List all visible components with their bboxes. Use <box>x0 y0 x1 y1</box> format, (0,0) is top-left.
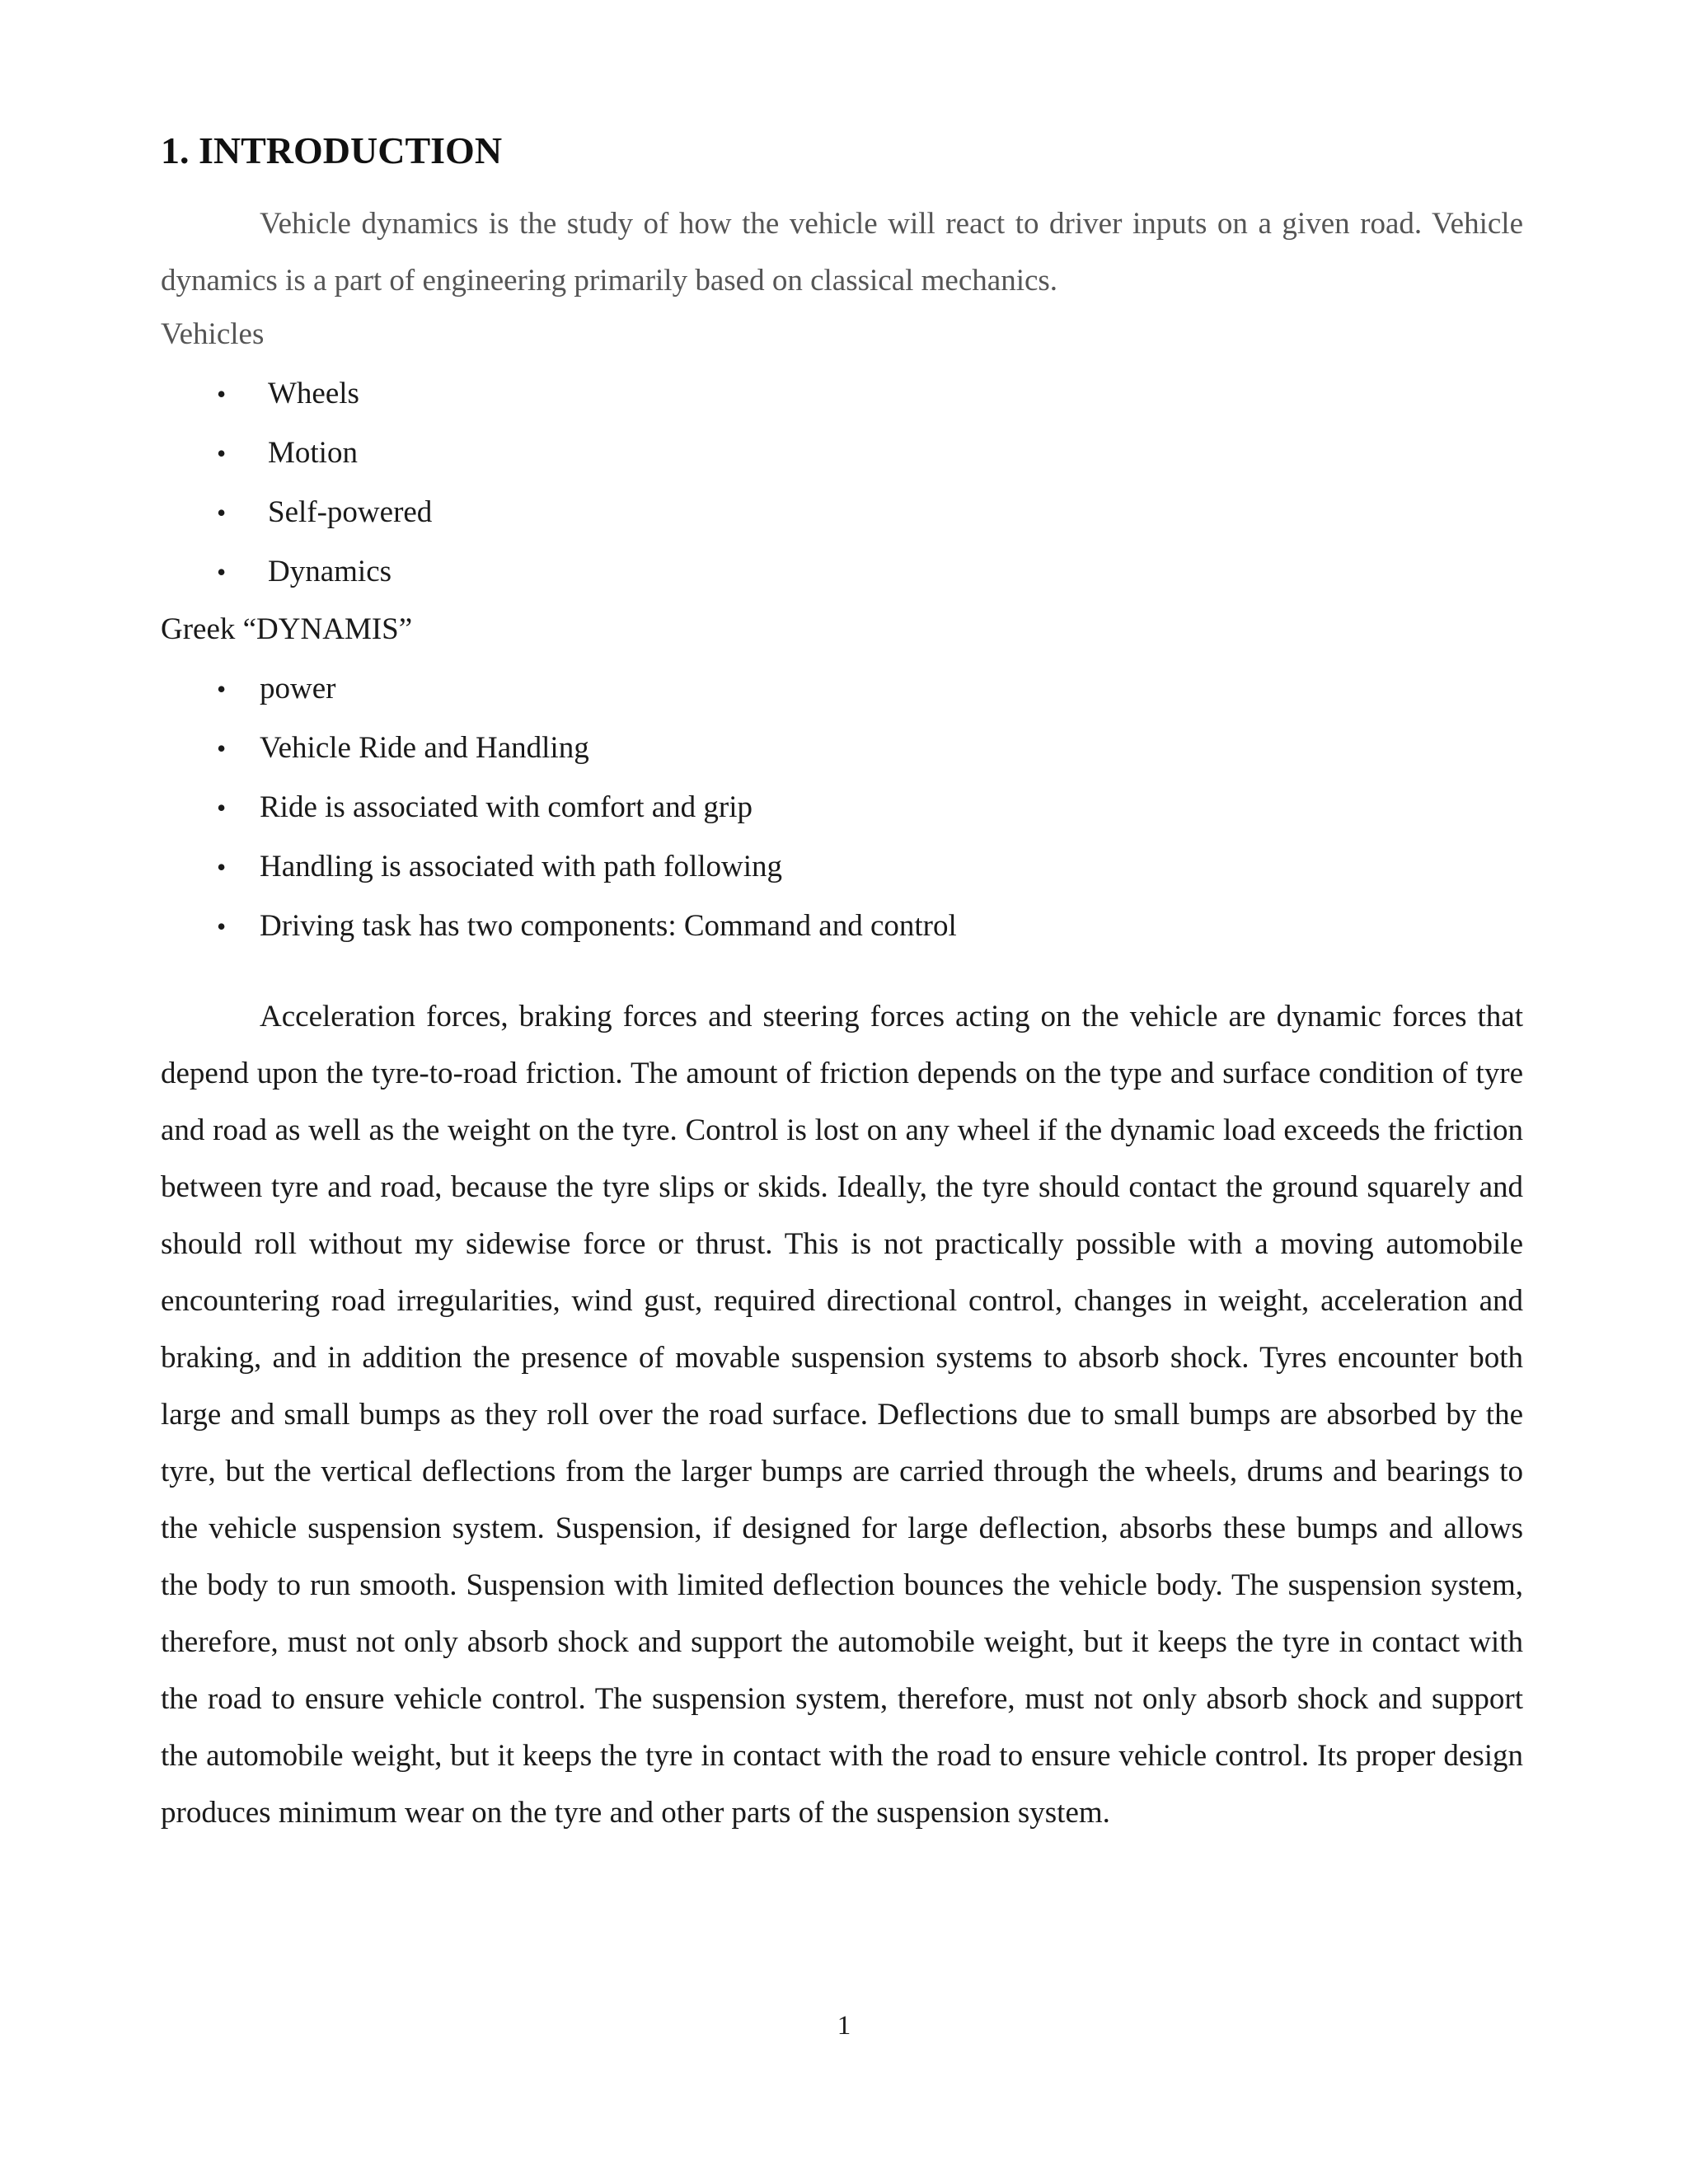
bullet-icon: • <box>217 379 227 409</box>
list-item-text: Driving task has two components: Command and control <box>260 909 957 943</box>
list-item <box>217 778 957 837</box>
list-item <box>217 719 957 778</box>
bullet-icon: • <box>217 733 227 763</box>
section-heading: 1. INTRODUCTION <box>161 129 503 171</box>
bullet-icon: • <box>217 793 227 823</box>
list-item-text: Dynamics <box>268 555 392 588</box>
intro-paragraph-text: Vehicle dynamics is the study of how the vehicle will react to driver inputs on a given road. Vehicle dynamics is a part of engineering primarily based on classical mechanics. <box>161 207 1523 298</box>
list-item <box>217 483 433 542</box>
list-item <box>217 837 957 897</box>
list-item-text: Self-powered <box>268 495 433 529</box>
intro-paragraph <box>161 195 1523 309</box>
list-item-text: Handling is associated with path following <box>260 850 783 883</box>
vehicles-label: Vehicles <box>161 317 265 351</box>
bullet-icon: • <box>217 674 227 704</box>
bullet-icon: • <box>217 557 227 587</box>
list-item <box>217 659 957 719</box>
page-number: 1 <box>837 2011 851 2041</box>
body-paragraph-text: Acceleration forces, braking forces and steering forces acting on the vehicle are dynamic forces that depend upon the tyre-to-road friction. The amount of friction depends on the type and surface condition of tyre and road as well as the weight on the tyre. Control is lost on any wheel if the dynamic load exceeds the friction between tyre and road, because the tyre slips or skids. Ideally, the tyre should contact the ground squarely and should roll without my sidewise force or thrust. This is not practically possible with a moving automobile encountering road irregularities, wind gust, required directional control, changes in weight, acceleration and braking, and in addition the presence of movable suspension systems to absorb shock. Tyres encounter both large and small bumps as they roll over the road surface. Deflections due to small bumps are absorbed by the tyre, but the vertical deflections from the larger bumps are carried through the wheels, drums and bearings to the vehicle suspension system. Suspension, if designed for large deflection, absorbs these bumps and allows the body to run smooth. Suspension with limited deflection bounces the vehicle body. The suspension system, therefore, must not only absorb shock and support the automobile weight, but it keeps the tyre in contact with the road to ensure vehicle control. The suspension system, therefore, must not only absorb shock and support the automobile weight, but it keeps the tyre in contact with the road to ensure vehicle control. Its proper design produces minimum wear on the tyre and other parts of the suspension system. <box>161 1000 1523 1830</box>
bullet-icon: • <box>217 852 227 882</box>
list-item <box>217 364 432 424</box>
list-item-text: Wheels <box>268 377 359 410</box>
list-item-text: Ride is associated with comfort and grip <box>260 790 753 824</box>
bullet-icon: • <box>217 912 227 941</box>
list-item <box>217 542 432 602</box>
body-paragraph <box>161 988 1523 1841</box>
greek-label: Greek “DYNAMIS” <box>161 612 413 646</box>
bullet-icon: • <box>217 498 227 527</box>
greek-bullet-list <box>217 659 957 956</box>
list-item-text: Motion <box>268 436 358 470</box>
list-item <box>217 897 957 956</box>
vehicles-bullet-list <box>217 364 433 602</box>
list-item-text: Vehicle Ride and Handling <box>260 731 589 765</box>
bullet-icon: • <box>217 438 227 468</box>
list-item-text: power <box>260 672 336 705</box>
list-item <box>217 424 432 483</box>
